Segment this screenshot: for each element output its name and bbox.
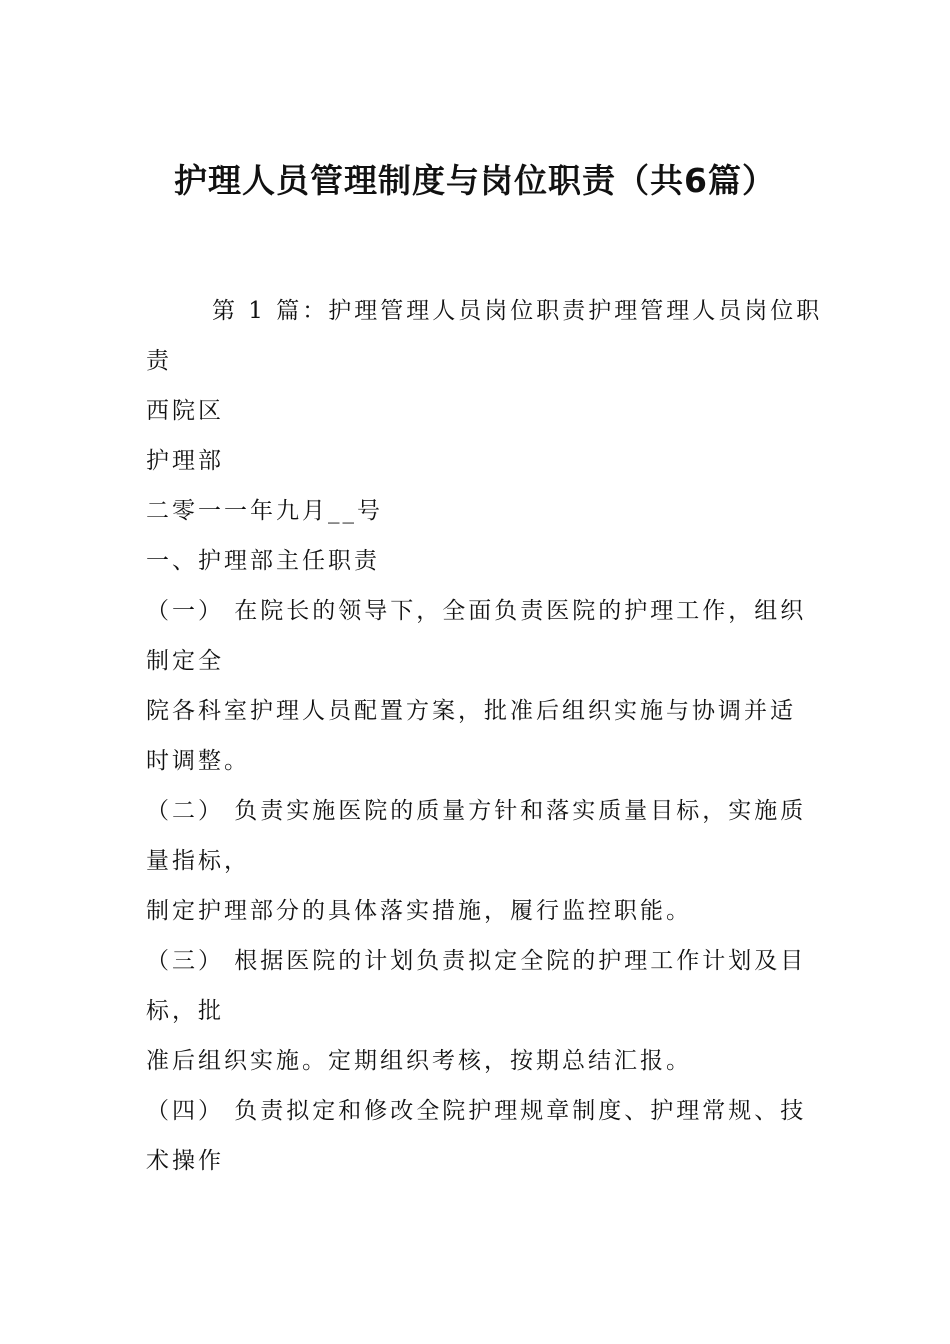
- text-line: 护理部: [146, 448, 224, 474]
- text-line: 标，批: [146, 998, 224, 1024]
- text-line: 制定护理部分的具体落实措施，履行监控职能。: [146, 898, 692, 924]
- text-line: 院各科室护理人员配置方案，批准后组织实施与协调并适: [146, 698, 796, 724]
- text-line: （二） 负责实施医院的质量方针和落实质量目标，实施质: [146, 798, 807, 824]
- text-line: 量指标，: [146, 848, 250, 874]
- section-heading: 一、护理部主任职责: [146, 548, 380, 574]
- text-line: 制定全: [146, 648, 224, 674]
- text-line: 责: [146, 348, 172, 374]
- text-line: 时调整。: [146, 748, 250, 774]
- text-line: 第 1 篇：护理管理人员岗位职责护理管理人员岗位职: [212, 298, 823, 324]
- text-line: （一） 在院长的领导下，全面负责医院的护理工作，组织: [146, 598, 807, 624]
- document-body: [146, 286, 823, 1186]
- text-line: 术操作: [146, 1148, 224, 1174]
- text-line: 西院区: [146, 398, 224, 424]
- text-line: 准后组织实施。定期组织考核，按期总结汇报。: [146, 1048, 692, 1074]
- document-title: 护理人员管理制度与岗位职责（共6篇）: [174, 161, 776, 200]
- text-line: （三） 根据医院的计划负责拟定全院的护理工作计划及目: [146, 948, 807, 974]
- text-line: （四） 负责拟定和修改全院护理规章制度、护理常规、技: [146, 1098, 807, 1124]
- text-line: 二零一一年九月__号: [146, 498, 383, 524]
